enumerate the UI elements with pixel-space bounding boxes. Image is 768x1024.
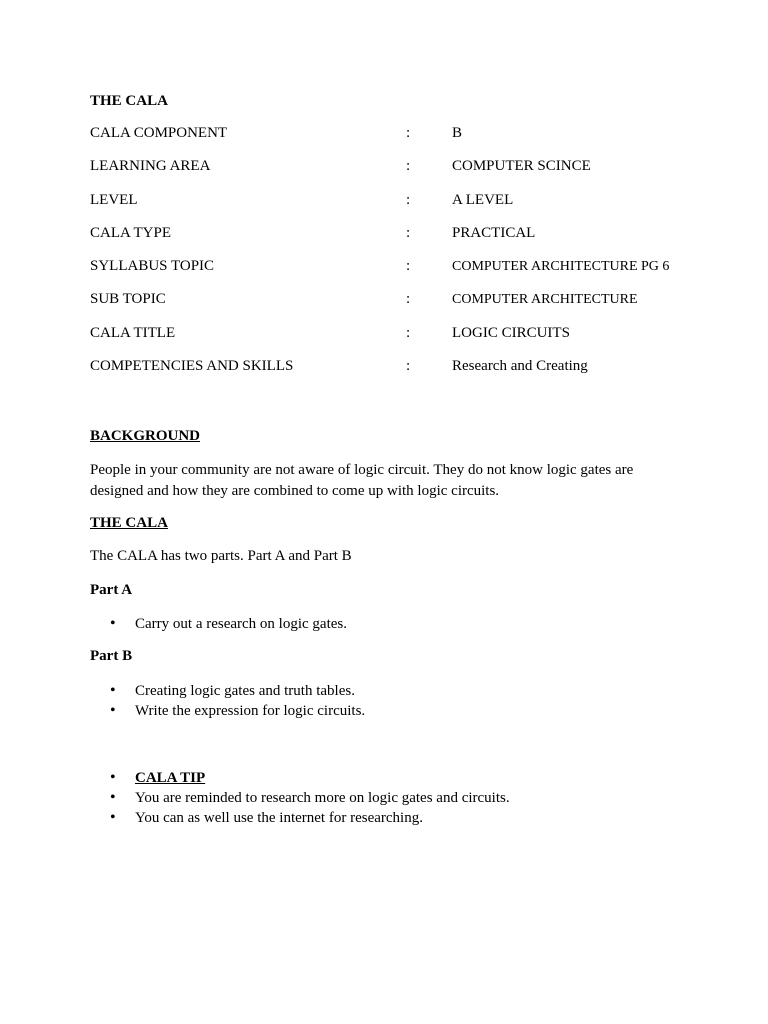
bullet-icon: •	[110, 769, 116, 786]
list-item-text: You can as well use the internet for researching.	[135, 810, 423, 826]
info-key: CALA TYPE	[90, 224, 171, 241]
info-value: COMPUTER SCINCE	[452, 158, 591, 175]
info-separator: :	[406, 291, 411, 308]
info-value: B	[452, 125, 463, 141]
info-separator: :	[406, 125, 411, 141]
part-b-heading: Part B	[90, 648, 133, 664]
info-row	[90, 225, 710, 258]
info-row	[90, 325, 710, 358]
background-heading: BACKGROUND	[90, 428, 201, 444]
list-item-text: Carry out a research on logic gates.	[135, 616, 347, 632]
info-key: SUB TOPIC	[90, 291, 166, 308]
info-value: COMPUTER ARCHITECTURE PG 6	[452, 259, 670, 275]
info-key: CALA COMPONENT	[90, 125, 228, 141]
list-item	[0, 788, 510, 808]
bullet-icon: •	[110, 809, 116, 826]
list-item	[0, 681, 365, 701]
info-value: Research and Creating	[452, 358, 588, 375]
cala-section-heading: THE CALA	[90, 515, 168, 531]
bullet-icon: •	[110, 615, 116, 632]
bullet-icon: •	[110, 789, 116, 806]
info-row	[90, 358, 710, 391]
info-separator: :	[406, 191, 411, 208]
cala-section-paragraph: The CALA has two parts. Part A and Part B	[90, 548, 352, 564]
info-table	[90, 125, 710, 391]
cala-tip-list	[0, 768, 510, 828]
list-item-text: Creating logic gates and truth tables.	[135, 683, 355, 699]
list-item	[0, 701, 365, 721]
list-item	[0, 614, 347, 634]
part-a-heading: Part A	[90, 582, 133, 598]
info-row	[90, 291, 710, 324]
info-row	[90, 192, 710, 225]
info-key: LEVEL	[90, 191, 138, 208]
info-value: PRACTICAL	[452, 224, 536, 241]
info-separator: :	[406, 324, 411, 341]
list-item-text: Write the expression for logic circuits.	[135, 703, 366, 719]
part-b-list	[0, 681, 365, 721]
bullet-icon: •	[110, 682, 116, 699]
list-item-text: You are reminded to research more on logic gates and circuits.	[135, 790, 510, 806]
part-a-list	[0, 614, 347, 634]
bullet-icon: •	[110, 702, 116, 719]
list-item	[0, 768, 510, 788]
info-value: A LEVEL	[452, 191, 514, 208]
info-row	[90, 125, 710, 158]
info-separator: :	[406, 158, 411, 175]
info-key: LEARNING AREA	[90, 158, 211, 175]
background-paragraph: People in your community are not aware of logic circuit. They do not know logic gates are designed and how they are combined to come up with logic circuits.	[90, 462, 634, 499]
info-key: SYLLABUS TOPIC	[90, 258, 215, 275]
info-key: CALA TITLE	[90, 324, 176, 341]
info-key: COMPETENCIES AND SKILLS	[90, 358, 294, 375]
info-row	[90, 258, 710, 291]
list-item	[0, 808, 510, 828]
info-value: LOGIC CIRCUITS	[452, 324, 570, 341]
document-title: THE CALA	[90, 93, 168, 109]
cala-tip-label: CALA TIP	[135, 770, 206, 786]
info-value: COMPUTER ARCHITECTURE	[452, 292, 638, 308]
info-separator: :	[406, 358, 411, 375]
info-row	[90, 158, 710, 191]
info-separator: :	[406, 224, 411, 241]
info-separator: :	[406, 258, 411, 275]
